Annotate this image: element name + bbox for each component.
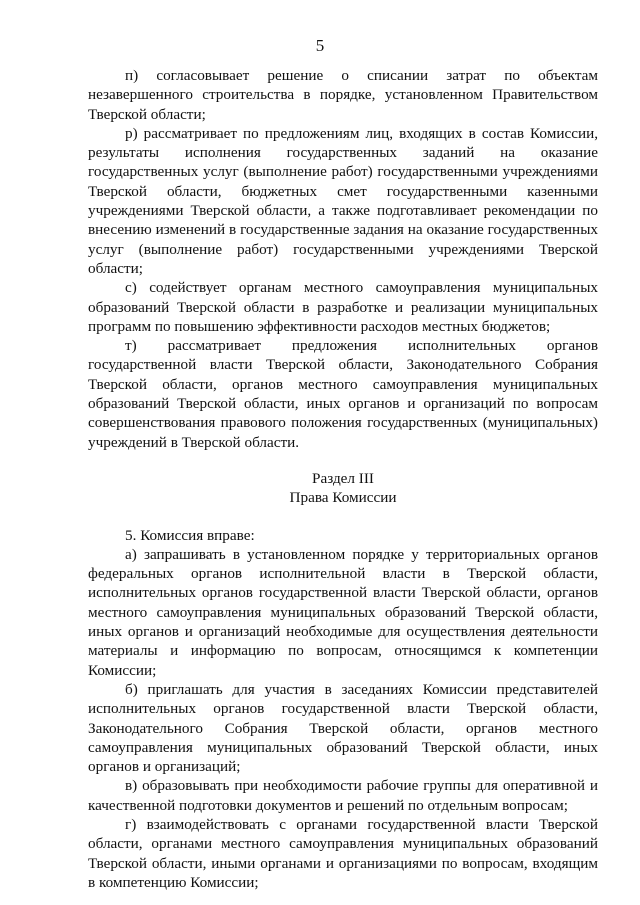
paragraph-p: п) согласовывает решение о списании затрат по объектам незавершенного строительства в порядке, установленном Правительством Тверской области;	[88, 67, 598, 123]
section-heading	[88, 469, 598, 508]
paragraph-5: 5. Комиссия вправе:	[125, 526, 255, 544]
paragraph-g: г) взаимодействовать с органами государственной власти Тверской области, органами местного самоуправления муниципальных образований Тверской области, иными органами и организациями по вопросам, входящим в компетенцию Комиссии;	[88, 815, 598, 891]
paragraph-t: т) рассматривает предложения исполнительных органов государственной власти Тверской области, Законодательного Собрания Тверской области, органов местного самоуправления муниципальных образований Тверской области, иных органов и организаций по вопросам совершенствования правового положения государственных (муниципальных) учреждений в Тверской области.	[88, 337, 598, 451]
section-title: Права Комиссии	[289, 489, 397, 507]
document-body	[88, 66, 598, 892]
paragraph-b: б) приглашать для участия в заседаниях Комиссии представителей исполнительных органов государственной власти Тверской области, Законодательного Собрания Тверской области, органов местного самоуправления муниципальных образований Тверской области, иных органов и организаций;	[88, 680, 598, 776]
paragraph-r: р) рассматривает по предложениям лиц, входящих в состав Комиссии, результаты исполнения государственных заданий на оказание государственных услуг (выполнение работ) государственными учреждениями Тверской области, бюджетных смет государственными казенными учреждениями Тверской области, а также подготавливает рекомендации по внесению изменений в государственные задания на оказание государственных услуг (выполнение работ) государственными учреждениями Тверской области;	[88, 124, 598, 277]
section-label: Раздел III	[312, 469, 374, 487]
paragraph-v: в) образовывать при необходимости рабочие группы для оперативной и качественной подготовки документов и решений по отдельным вопросам;	[88, 777, 598, 814]
page-number: 5	[315, 36, 325, 55]
paragraph-a: а) запрашивать в установленном порядке у территориальных органов федеральных органов исполнительной власти в Тверской области, исполнительных органов государственной власти Тверской области, органов местного самоуправления муниципальных образований Тверской области, иных органов и организаций необходимые для осуществления деятельности материалы и информацию по вопросам, относящимся к компетенции Комиссии;	[88, 545, 598, 679]
paragraph-s: с) содействует органам местного самоуправления муниципальных образований Тверской области в разработке и реализации муниципальных программ по повышению эффективности расходов местных бюджетов;	[88, 279, 598, 335]
